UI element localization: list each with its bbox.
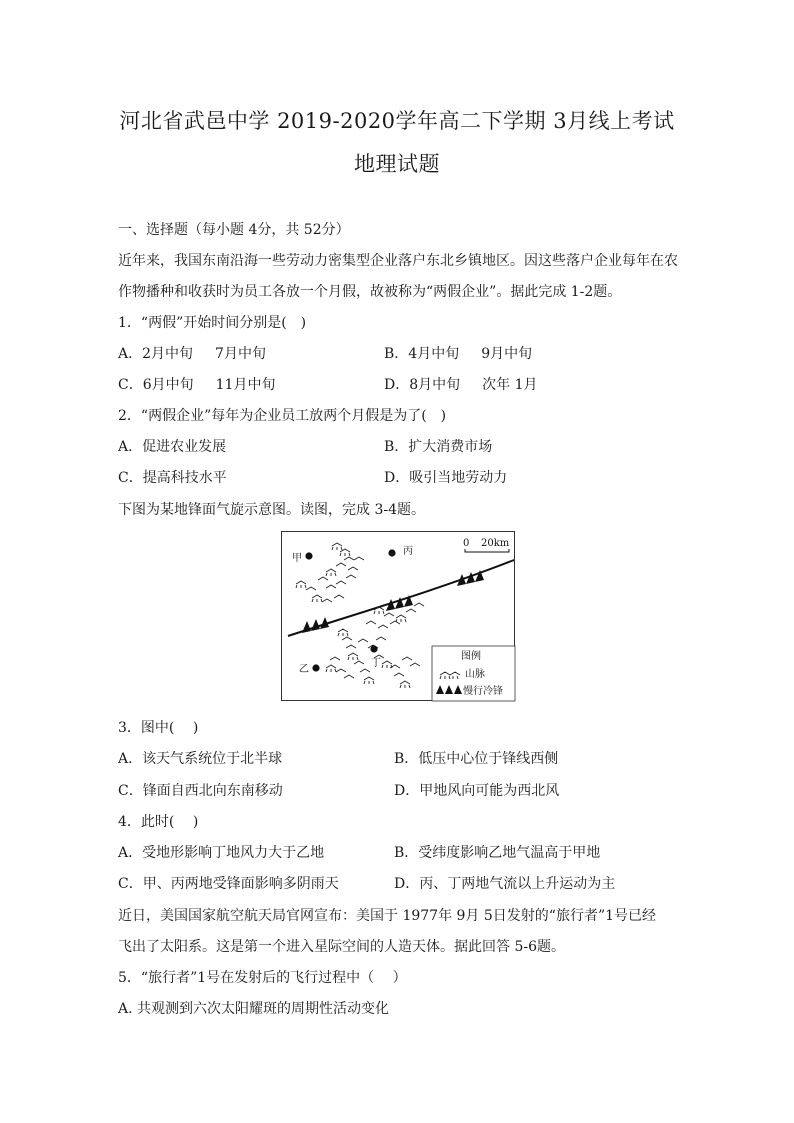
q1-option-b: B．4月中旬 9月中旬 (384, 346, 533, 362)
place-yi-label: 乙 (299, 664, 309, 675)
scale-distance: 20km (481, 538, 510, 549)
q4-option-d: D．丙、丁两地气流以上升运动为主 (394, 876, 616, 892)
place-ding-dot (370, 645, 377, 652)
place-yi-dot (312, 664, 319, 671)
q1-stem: 1．“两假”开始时间分别是( ) (118, 315, 307, 331)
place-jia-label: 甲 (292, 553, 302, 564)
q4-stem: 4．此时( ) (118, 814, 199, 830)
q4-option-b: B．受纬度影响乙地气温高于甲地 (394, 845, 601, 861)
passage-1-line-2: 作物播种和收获时为员工各放一个月假，故被称为“两假企业”。据此完成 1-2题。 (118, 284, 622, 300)
legend-front-symbol (436, 685, 462, 694)
place-bing-dot (388, 549, 395, 556)
scale-zero: 0 (463, 538, 470, 549)
exam-title: 河北省武邑中学 2019-2020学年高二下学期 3月线上考试 (119, 109, 675, 133)
passage-3-line-2: 飞出了太阳系。这是第一个进入星际空间的人造天体。据此回答 5-6题。 (118, 939, 565, 955)
q1-option-c: C．6月中旬 11月中旬 (118, 377, 276, 393)
q2-stem: 2．“两假企业”每年为企业员工放两个月假是为了( ) (118, 408, 447, 424)
passage-2: 下图为某地锋面气旋示意图。读图，完成 3-4题。 (118, 502, 425, 518)
exam-subtitle: 地理试题 (354, 152, 440, 176)
q2-option-c: C．提高科技水平 (118, 470, 227, 486)
q3-option-d: D．甲地风向可能为西北风 (394, 783, 560, 799)
q1-option-d: D．8月中旬 次年 1月 (384, 377, 538, 393)
q4-option-c: C．甲、丙两地受锋面影响多阴雨天 (118, 876, 339, 892)
q5-option-a: A. 共观测到六次太阳耀斑的周期性活动变化 (118, 1001, 390, 1017)
place-ding-label: 丁 (371, 658, 381, 669)
passage-1-line-1: 近年来，我国东南沿海一些劳动力密集型企业落户东北乡镇地区。因这些落户企业每年在农 (118, 253, 678, 269)
q5-stem: 5．“旅行者”1号在发射后的飞行过程中（ ） (118, 970, 407, 986)
q3-option-c: C．锋面自西北向东南移动 (118, 783, 283, 799)
section-heading: 一、选择题（每小题 4分，共 52分） (118, 222, 350, 238)
frontal-cyclone-diagram (281, 531, 515, 701)
legend-front-label: 慢行冷锋 (463, 686, 503, 697)
legend-mountain-label: 山脉 (465, 669, 485, 680)
q3-option-a: A．该天气系统位于北半球 (118, 751, 283, 767)
scale-bar (465, 549, 509, 552)
q3-stem: 3．图中( ) (118, 720, 199, 736)
q2-option-b: B．扩大消费市场 (384, 439, 493, 455)
passage-3-line-1: 近日，美国国家航空航天局官网宣布：美国于 1977年 9月 5日发射的“旅行者”1号已经 (118, 908, 657, 924)
q4-option-a: A．受地形影响丁地风力大于乙地 (118, 845, 325, 861)
place-jia-dot (305, 552, 312, 559)
q3-option-b: B．低压中心位于锋线西侧 (394, 751, 559, 767)
q1-option-a: A．2月中旬 7月中旬 (118, 346, 266, 362)
q2-option-d: D．吸引当地劳动力 (384, 470, 508, 486)
q2-option-a: A．促进农业发展 (118, 439, 227, 455)
legend-title: 图例 (461, 651, 481, 662)
place-bing-label: 丙 (403, 546, 413, 557)
